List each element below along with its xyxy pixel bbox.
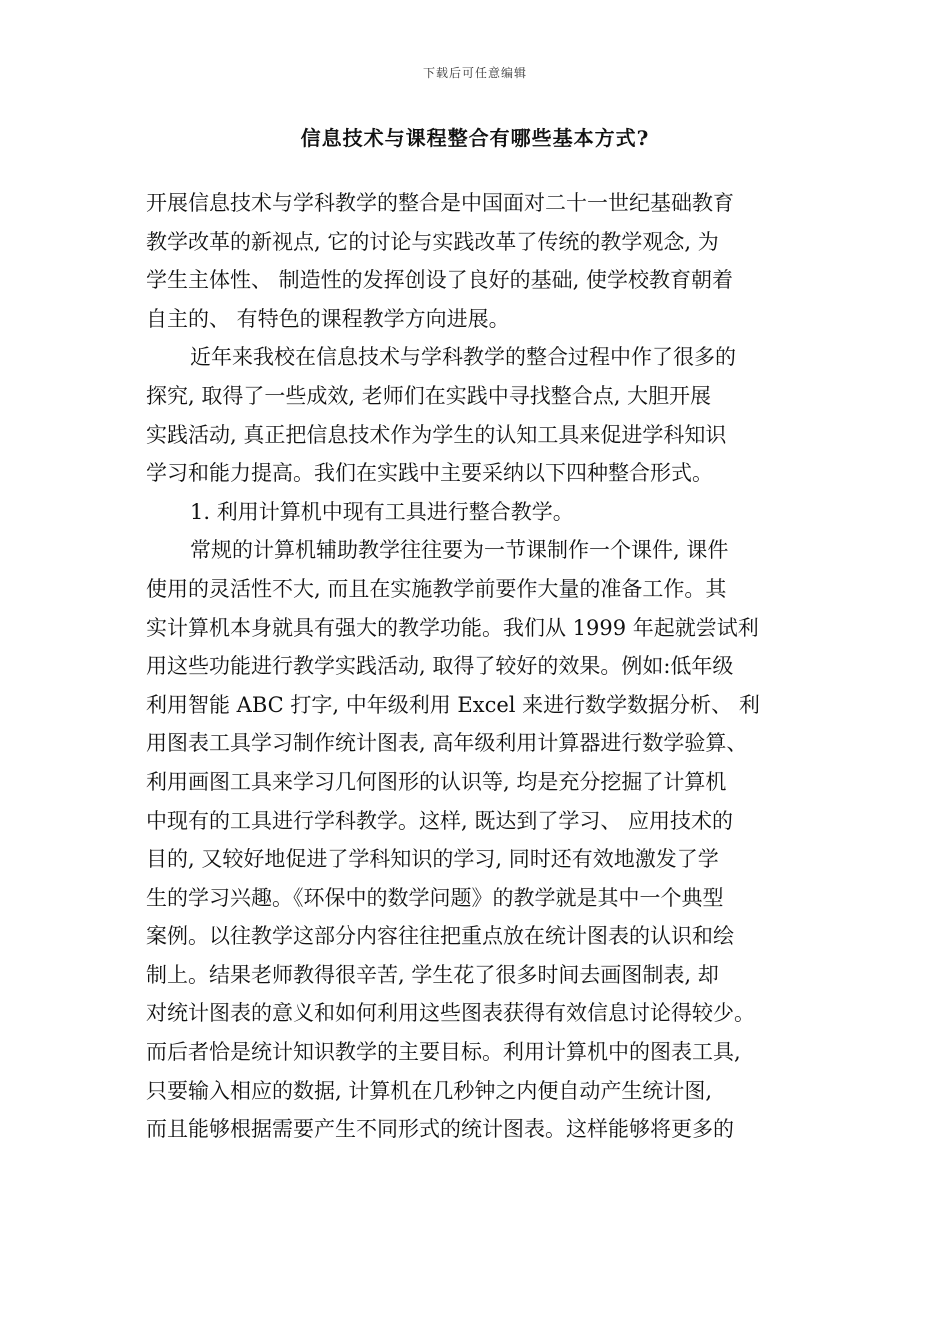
text-line: 教学改革的新视点, 它的讨论与实践改革了传统的教学观念, 为 [146,229,719,254]
text-line: 自主的、 有特色的课程教学方向进展。 [146,306,510,331]
text-line: 目的, 又较好地促进了学科知识的学习, 同时还有效地激发了学 [146,847,719,872]
text-line: 常规的计算机辅助教学往往要为一节课制作一个课件, 课件 [190,538,729,563]
text-line: 对统计图表的意义和如何利用这些图表获得有效信息讨论得较少。 [146,1001,755,1026]
text-line: 使用的灵活性不大, 而且在实施教学前要作大量的准备工作。其 [146,576,727,601]
text-line: 利用智能 ABC 打字, 中年级利用 Excel 来进行数学数据分析、 利 [146,692,760,717]
text-line: 用图表工具学习制作统计图表, 高年级利用计算器进行数学验算、 [146,731,748,756]
text-line: 只要输入相应的数据, 计算机在几秒钟之内便自动产生统计图, [146,1078,713,1103]
document-title: 信息技术与课程整合有哪些基本方式? [300,126,650,150]
text-line: 生的学习兴趣。《环保中的数学问题》的教学就是其中一个典型 [146,885,724,910]
text-line: 制上。结果老师教得很辛苦, 学生花了很多时间去画图制表, 却 [146,962,719,987]
text-line: 而后者恰是统计知识教学的主要目标。利用计算机中的图表工具, [146,1040,741,1065]
text-line: 学生主体性、 制造性的发挥创设了良好的基础, 使学校教育朝着 [146,268,734,293]
text-line: 实践活动, 真正把信息技术作为学生的认知工具来促进学科知识 [146,422,727,447]
text-line: 探究, 取得了一些成效, 老师们在实践中寻找整合点, 大胆开展 [146,383,712,408]
header-note: 下载后可任意编辑 [422,66,527,80]
text-line: 而且能够根据需要产生不同形式的统计图表。这样能够将更多的 [146,1117,734,1142]
text-line: 中现有的工具进行学科教学。这样, 既达到了学习、 应用技术的 [146,808,734,833]
text-line: 用这些功能进行教学实践活动, 取得了较好的效果。例如:低年级 [146,654,734,679]
text-line: 近年来我校在信息技术与学科教学的整合过程中作了很多的 [190,345,736,370]
text-line: 案例。以往教学这部分内容往往把重点放在统计图表的认识和绘 [146,924,734,949]
text-line: 实计算机本身就具有强大的教学功能。我们从 1999 年起就尝试利 [146,615,759,640]
text-line: 1. 利用计算机中现有工具进行整合教学。 [190,499,574,524]
text-line: 利用画图工具来学习几何图形的认识等, 均是充分挖掘了计算机 [146,769,727,794]
text-line: 学习和能力提高。我们在实践中主要采纳以下四种整合形式。 [146,461,713,486]
document-body [146,184,810,1149]
text-line: 开展信息技术与学科教学的整合是中国面对二十一世纪基础教育 [146,191,734,215]
